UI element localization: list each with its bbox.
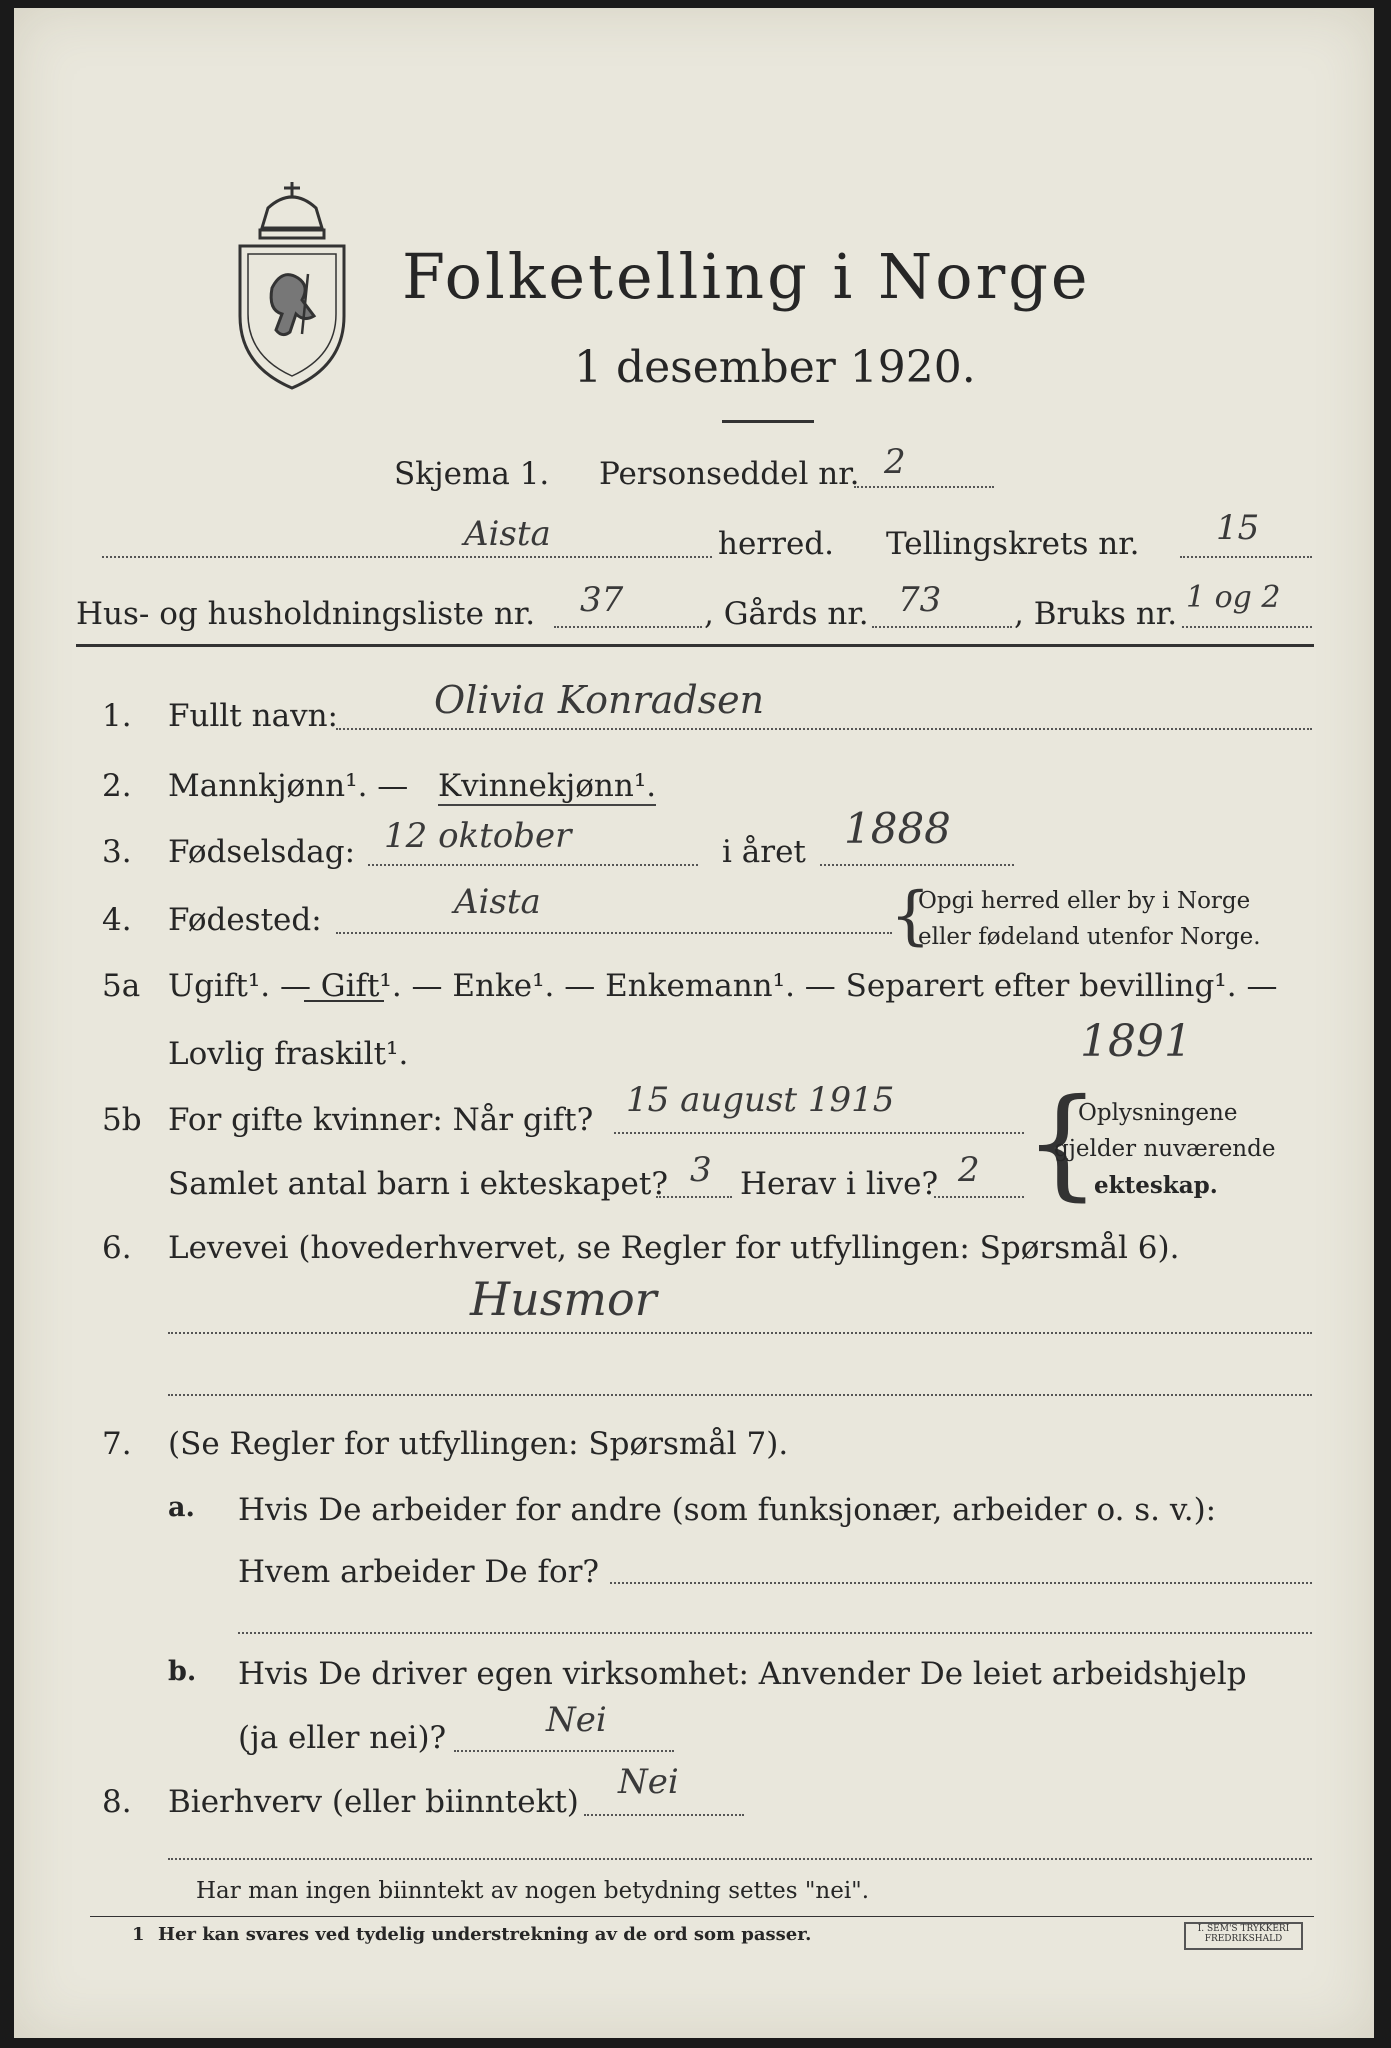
children-alive-value[interactable]: 2 — [958, 1150, 980, 1190]
q8-label: Bierhverv (eller biinntekt) — [168, 1784, 579, 1820]
bruks-label: , Bruks nr. — [1014, 596, 1178, 632]
q4-number: 4. — [102, 902, 132, 938]
herred-line — [102, 556, 712, 558]
personseddel-label: Personseddel nr. — [599, 456, 860, 492]
q7b-letter: b. — [168, 1656, 197, 1687]
form-title: Folketelling i Norge — [402, 240, 1091, 313]
q5b-brace: { — [1024, 1074, 1101, 1213]
birth-year-value[interactable]: 1888 — [844, 804, 951, 853]
q3-label: Fødselsdag: — [168, 834, 356, 870]
q7-number: 7. — [102, 1426, 132, 1462]
occupation-value[interactable]: Husmor — [470, 1272, 657, 1326]
herred-label: herred. — [718, 526, 834, 562]
children-alive-line — [934, 1196, 1024, 1198]
hired-help-line — [454, 1750, 674, 1752]
lovlig-fraskilt-option[interactable]: Lovlig fraskilt¹. — [168, 1036, 409, 1072]
q7a-line2: Hvem arbeider De for? — [238, 1554, 600, 1590]
skjema-label: Skjema 1. — [394, 456, 550, 492]
census-date: 1 desember 1920. — [574, 342, 976, 393]
husliste-label: Hus- og husholdningsliste nr. — [76, 596, 536, 632]
birthplace-value[interactable]: Aista — [454, 882, 541, 922]
birthday-value[interactable]: 12 oktober — [384, 816, 572, 856]
q4-note-line2: eller fødeland utenfor Norge. — [918, 924, 1261, 950]
female-option[interactable]: Kvinnekjønn¹. — [438, 768, 657, 804]
q1-label: Fullt navn: — [168, 698, 338, 734]
census-form — [14, 8, 1374, 2038]
male-option[interactable]: Mannkjønn¹. — — [168, 768, 409, 804]
q5b-note-line1: Oplysningene — [1078, 1100, 1238, 1126]
year-line — [820, 864, 1014, 866]
personseddel-line — [854, 486, 994, 488]
q4-label: Fødested: — [168, 902, 322, 938]
husliste-line — [554, 626, 702, 628]
q6-number: 6. — [102, 1230, 132, 1266]
employer-line-1[interactable] — [610, 1582, 1312, 1584]
q5b-note-line2: gjelder nuværende — [1054, 1136, 1276, 1162]
side-income-value[interactable]: Nei — [618, 1762, 679, 1802]
q1-line — [336, 728, 1312, 730]
marital-status-options[interactable]: Ugift¹. — Gift¹. — Enke¹. — Enkemann¹. — Separert efter bevilling¹. — — [168, 968, 1278, 1004]
q7a-line1: Hvis De arbeider for andre (som funksjonær, arbeider o. s. v.): — [238, 1492, 1217, 1528]
footnote-text: Her kan svares ved tydelig understrekning av de ord som passer. — [158, 1924, 812, 1945]
q5a-number: 5a — [102, 968, 141, 1004]
year-label: i året — [722, 834, 806, 870]
children-total-line — [656, 1196, 732, 1198]
herred-value[interactable]: Aista — [464, 514, 551, 554]
header-rule — [76, 644, 1314, 647]
footnote-rule — [90, 1916, 1314, 1917]
married-when-line — [614, 1132, 1024, 1134]
coat-of-arms-emblem — [228, 178, 356, 393]
q3-number: 3. — [102, 834, 132, 870]
q5b-note-line3: ekteskap. — [1094, 1172, 1218, 1199]
birthday-line — [368, 864, 698, 866]
nei-note: Har man ingen biinntekt av nogen betydning settes "nei". — [196, 1878, 870, 1904]
q7b-line1: Hvis De driver egen virksomhet: Anvender De leiet arbeidshjelp — [238, 1656, 1247, 1692]
birthplace-line — [336, 932, 892, 934]
q5b-number: 5b — [102, 1102, 142, 1138]
q8-number: 8. — [102, 1784, 132, 1820]
bruks-line — [1182, 626, 1312, 628]
q1-number: 1. — [102, 698, 132, 734]
q4-brace: { — [890, 879, 931, 953]
title-divider — [722, 420, 814, 423]
occupation-line-1 — [168, 1332, 1312, 1334]
gards-line — [872, 626, 1012, 628]
tellingskrets-label: Tellingskrets nr. — [886, 526, 1140, 562]
gift-underline — [304, 1000, 384, 1002]
footnote-mark: 1 — [132, 1924, 145, 1945]
bruks-value[interactable]: 1 og 2 — [1186, 580, 1281, 615]
q2-number: 2. — [102, 768, 132, 804]
side-income-line-2 — [168, 1858, 1312, 1860]
children-total-value[interactable]: 3 — [690, 1150, 712, 1190]
q4-note-line1: Opgi herred eller by i Norge — [918, 888, 1251, 914]
side-income-line — [584, 1814, 744, 1816]
personseddel-value[interactable]: 2 — [884, 442, 906, 482]
q7-label: (Se Regler for utfyllingen: Spørsmål 7). — [168, 1426, 789, 1462]
employer-line-2[interactable] — [238, 1632, 1312, 1634]
q7a-letter: a. — [168, 1492, 195, 1523]
husliste-value[interactable]: 37 — [580, 580, 624, 620]
tellingskrets-line — [1180, 556, 1312, 558]
tellingskrets-value[interactable]: 15 — [1216, 508, 1260, 548]
printer-stamp: I. SEM'S TRYKKERI FREDRIKSHALD — [1184, 1922, 1303, 1950]
hired-help-value[interactable]: Nei — [546, 1700, 607, 1740]
married-when-value[interactable]: 15 august 1915 — [626, 1080, 895, 1120]
full-name-value[interactable]: Olivia Konradsen — [434, 678, 765, 722]
children-total-label: Samlet antal barn i ekteskapet? — [168, 1166, 668, 1202]
gards-value[interactable]: 73 — [898, 580, 942, 620]
q6-label: Levevei (hovederhvervet, se Regler for utfyllingen: Spørsmål 6). — [168, 1230, 1180, 1266]
gards-label: , Gårds nr. — [704, 596, 869, 632]
children-alive-label: Herav i live? — [740, 1166, 939, 1202]
q7b-line2: (ja eller nei)? — [238, 1720, 447, 1756]
q5a-handwritten-note: 1891 — [1080, 1016, 1192, 1067]
occupation-line-2 — [168, 1394, 1312, 1396]
married-when-label: For gifte kvinner: Når gift? — [168, 1102, 594, 1138]
